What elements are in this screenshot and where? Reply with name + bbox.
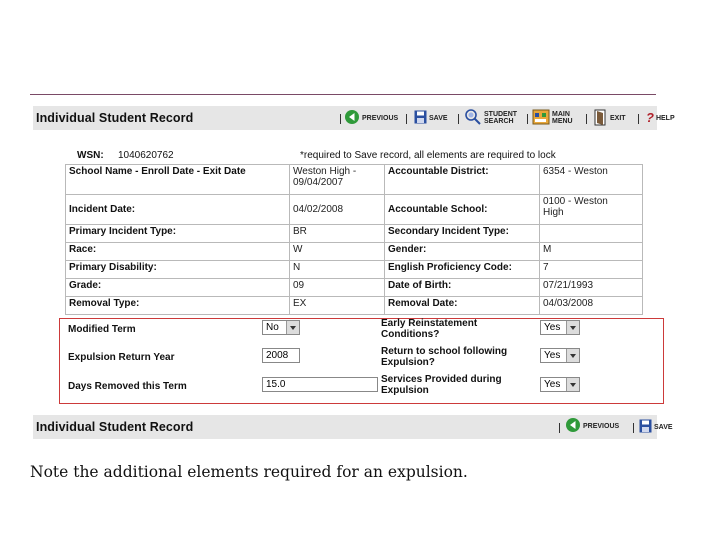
return-to-school-value: Yes bbox=[544, 350, 561, 361]
services-provided-line2: Expulsion bbox=[381, 385, 429, 396]
accountable-school-line1: 0100 - Weston bbox=[543, 196, 608, 207]
primary-incident-label: Primary Incident Type: bbox=[66, 225, 290, 243]
previous-icon bbox=[565, 417, 581, 435]
previous-label: PREVIOUS bbox=[362, 114, 399, 122]
early-reinstatement-line2: Conditions? bbox=[381, 329, 440, 340]
toolbar-separator bbox=[586, 114, 587, 124]
student-search-label-1: STUDENT bbox=[484, 111, 518, 118]
removal-date-label: Removal Date: bbox=[385, 297, 540, 315]
secondary-incident-value bbox=[540, 225, 643, 243]
previous-button[interactable] bbox=[344, 109, 398, 127]
save-label: SAVE bbox=[429, 114, 448, 122]
help-label: HELP bbox=[655, 114, 675, 122]
toolbar-separator bbox=[638, 114, 639, 124]
return-to-school-select[interactable] bbox=[540, 348, 580, 363]
primary-disability-value: N bbox=[290, 261, 385, 279]
accountable-school-line2: High bbox=[543, 207, 564, 218]
top-divider bbox=[30, 94, 656, 95]
toolbar-separator bbox=[406, 114, 407, 124]
early-reinstatement-value: Yes bbox=[544, 322, 561, 333]
main-menu-label-1: MAIN bbox=[552, 111, 570, 118]
main-menu-button[interactable] bbox=[532, 107, 573, 129]
exit-label: EXIT bbox=[610, 115, 626, 122]
early-reinstatement-select[interactable] bbox=[540, 320, 580, 335]
save-icon bbox=[414, 110, 427, 126]
toolbar-separator bbox=[527, 114, 528, 124]
previous-icon bbox=[344, 109, 360, 127]
footer-previous-label: PREVIOUS bbox=[583, 422, 620, 430]
exit-icon bbox=[594, 109, 608, 128]
chevron-down-icon bbox=[286, 321, 299, 334]
english-proficiency-value: 7 bbox=[540, 261, 643, 279]
removal-type-label: Removal Type: bbox=[66, 297, 290, 315]
modified-term-label: Modified Term bbox=[68, 324, 136, 335]
grade-label: Grade: bbox=[66, 279, 290, 297]
days-removed-value: 15.0 bbox=[266, 379, 286, 390]
save-button[interactable] bbox=[414, 110, 448, 126]
page-title: Individual Student Record bbox=[36, 111, 194, 125]
removal-date-value: 04/03/2008 bbox=[540, 297, 643, 315]
help-button[interactable] bbox=[646, 112, 675, 124]
expulsion-return-year-input[interactable] bbox=[262, 348, 300, 363]
chevron-down-icon bbox=[566, 349, 579, 362]
chevron-down-icon bbox=[566, 321, 579, 334]
help-icon: ? bbox=[646, 110, 654, 125]
footer-save-button[interactable] bbox=[639, 419, 673, 435]
student-record-grid bbox=[65, 164, 643, 315]
toolbar-separator bbox=[340, 114, 341, 124]
secondary-incident-label: Secondary Incident Type: bbox=[385, 225, 540, 243]
header-bar bbox=[33, 106, 675, 130]
gender-label: Gender: bbox=[385, 243, 540, 261]
accountable-school-value bbox=[540, 195, 643, 225]
services-provided-value: Yes bbox=[544, 379, 561, 390]
footer-previous-button[interactable] bbox=[565, 417, 619, 435]
footer-save-label: SAVE bbox=[654, 423, 673, 431]
date-of-birth-label: Date of Birth: bbox=[385, 279, 540, 297]
footer-bar bbox=[33, 415, 673, 439]
incident-date-value: 04/02/2008 bbox=[290, 195, 385, 225]
accountable-school-label: Accountable School: bbox=[385, 195, 540, 225]
services-provided-label bbox=[381, 374, 502, 396]
chevron-down-icon bbox=[566, 378, 579, 391]
modified-term-value: No bbox=[266, 322, 279, 333]
main-menu-icon bbox=[532, 107, 550, 129]
incident-date-label: Incident Date: bbox=[66, 195, 290, 225]
removal-type-value: EX bbox=[290, 297, 385, 315]
save-icon bbox=[639, 419, 652, 435]
return-to-school-line2: Expulsion? bbox=[381, 357, 435, 368]
school-value-line1: Weston High - bbox=[293, 166, 357, 177]
toolbar-separator bbox=[559, 423, 560, 433]
english-proficiency-label: English Proficiency Code: bbox=[385, 261, 540, 279]
services-provided-select[interactable] bbox=[540, 377, 580, 392]
wsn-value: 1040620762 bbox=[118, 150, 174, 161]
modified-term-select[interactable] bbox=[262, 320, 300, 335]
accountable-district-label: Accountable District: bbox=[385, 165, 540, 195]
wsn-label: WSN: bbox=[77, 150, 104, 161]
services-provided-line1: Services Provided during bbox=[381, 374, 502, 385]
primary-disability-label: Primary Disability: bbox=[66, 261, 290, 279]
footer-title: Individual Student Record bbox=[36, 420, 194, 434]
race-value: W bbox=[290, 243, 385, 261]
primary-incident-value: BR bbox=[290, 225, 385, 243]
return-to-school-line1: Return to school following bbox=[381, 346, 508, 357]
toolbar-separator bbox=[633, 423, 634, 433]
caption: Note the additional elements required for an expulsion. bbox=[30, 463, 468, 481]
grade-value: 09 bbox=[290, 279, 385, 297]
early-reinstatement-line1: Early Reinstatement bbox=[381, 318, 478, 329]
expulsion-return-year-value: 2008 bbox=[266, 350, 289, 361]
toolbar-separator bbox=[458, 114, 459, 124]
school-label: School Name - Enroll Date - Exit Date bbox=[66, 165, 290, 195]
student-search-button[interactable] bbox=[464, 107, 517, 129]
search-icon bbox=[464, 107, 482, 129]
expulsion-return-year-label: Expulsion Return Year bbox=[68, 352, 175, 363]
accountable-district-value: 6354 - Weston bbox=[540, 165, 643, 195]
date-of-birth-value: 07/21/1993 bbox=[540, 279, 643, 297]
return-to-school-label bbox=[381, 346, 507, 368]
main-menu-label-2: MENU bbox=[552, 118, 573, 125]
days-removed-label: Days Removed this Term bbox=[68, 381, 187, 392]
days-removed-input[interactable] bbox=[262, 377, 378, 392]
school-value-line2: 09/04/2007 bbox=[293, 177, 344, 188]
early-reinstatement-label bbox=[381, 318, 477, 340]
gender-value: M bbox=[540, 243, 643, 261]
school-value bbox=[290, 165, 385, 195]
race-label: Race: bbox=[66, 243, 290, 261]
required-note: *required to Save record, all elements are required to lock bbox=[300, 150, 556, 161]
student-search-label-2: SEARCH bbox=[484, 118, 514, 125]
exit-button[interactable] bbox=[594, 109, 626, 128]
